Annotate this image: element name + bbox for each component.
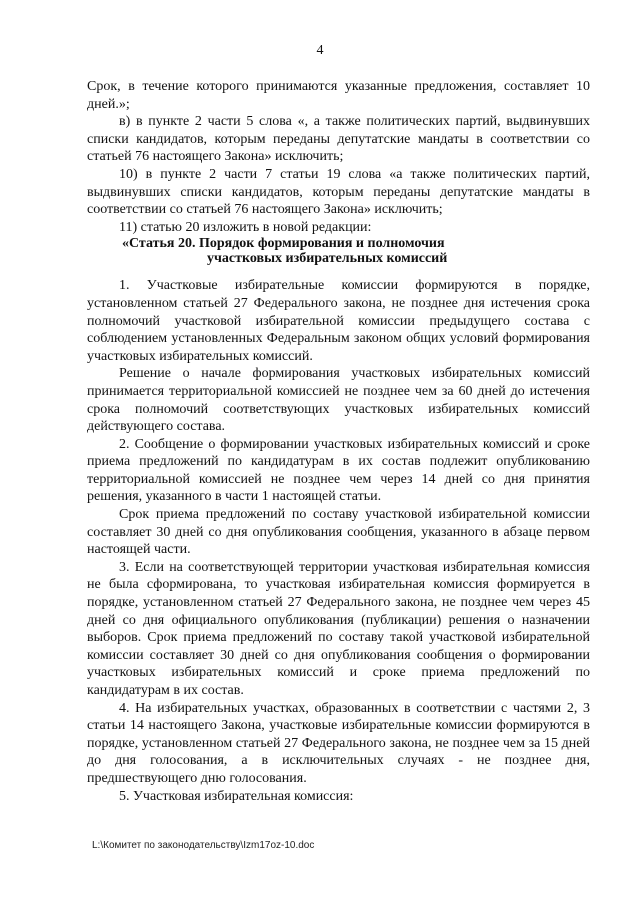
article-paragraph: 2. Сообщение о формировании участковых избирательных комиссий и сроке приема предложений по кандидатурам в их состав подлежит опубликованию территориальной комиссией не позднее чем через 14 дней со дня принятия решения, указанного в части 1 настоящей статьи. bbox=[87, 436, 590, 505]
article-heading-line2: участковых избирательных комиссий bbox=[207, 251, 448, 267]
paragraph: 10) в пункте 2 части 7 статьи 19 слова «а также политических партий, выдвинувших списки кандидатов, которым переданы депутатские мандаты в соответствии со статьей 76 настоящего Закона» исключить; bbox=[87, 166, 590, 218]
article-heading bbox=[87, 236, 590, 266]
article-paragraph: Решение о начале формирования участковых избирательных комиссий принимается территориальной комиссией не позднее чем за 60 дней до истечения срока полномочий соответствующих участковых избирательных комиссий действующего состава. bbox=[87, 366, 590, 435]
paragraph: 11) статью 20 изложить в новой редакции: bbox=[119, 219, 372, 235]
article-paragraph: 3. Если на соответствующей территории участковая избирательная комиссия не была сформирована, то участковая избирательная комиссия формируется в порядке, установленном статьей 27 Федерального закона, не позднее чем через 45 дней со дня официального опубликования (публикации) решения о назначении выборов. Срок приема предложений по составу такой участковой избирательной комиссии составляет 30 дней со дня опубликования сообщения о формировании участковых избирательных комиссий и сроке приема предложений по кандидатурам в их состав. bbox=[87, 559, 590, 698]
article-paragraph: Срок приема предложений по составу участковой избирательной комиссии составляет 30 дней со дня опубликования сообщения, указанного в абзаце первом настоящей части. bbox=[87, 507, 590, 558]
document-body bbox=[87, 78, 590, 805]
article-heading-line1: «Статья 20. Порядок формирования и полномочия bbox=[122, 236, 445, 252]
article-paragraph: 4. На избирательных участках, образованных в соответствии с частями 2, 3 статьи 14 настоящего Закона, участковые избирательные комиссии формируются в порядке, установленном статьей 27 Федерального закона, не позднее чем за 15 дней до дня голосования, а в исключительных случаях - не позднее дня, предшествующего дню голосования. bbox=[87, 700, 590, 786]
article-paragraph: 1. Участковые избирательные комиссии формируются в порядке, установленном статьей 27 Федерального закона, не позднее дня истечения срока полномочий участковой избирательной комиссии предыдущего состава с соблюдением установленных Федеральным законом общих условий формирования участковых избирательных комиссий. bbox=[87, 278, 590, 364]
article-paragraph: 5. Участковая избирательная комиссия: bbox=[119, 788, 354, 804]
footer-file-path: L:\Комитет по законодательству\Izm17oz-10.doc bbox=[92, 840, 315, 851]
paragraph: Срок, в течение которого принимаются указанные предложения, составляет 10 дней.»; bbox=[87, 79, 590, 112]
paragraph: в) в пункте 2 части 5 слова «, а также политических партий, выдвинувших списки кандидатов, которым переданы депутатские мандаты в соответствии со статьей 76 настоящего Закона» исключить; bbox=[87, 114, 590, 165]
page-number: 4 bbox=[316, 43, 324, 58]
